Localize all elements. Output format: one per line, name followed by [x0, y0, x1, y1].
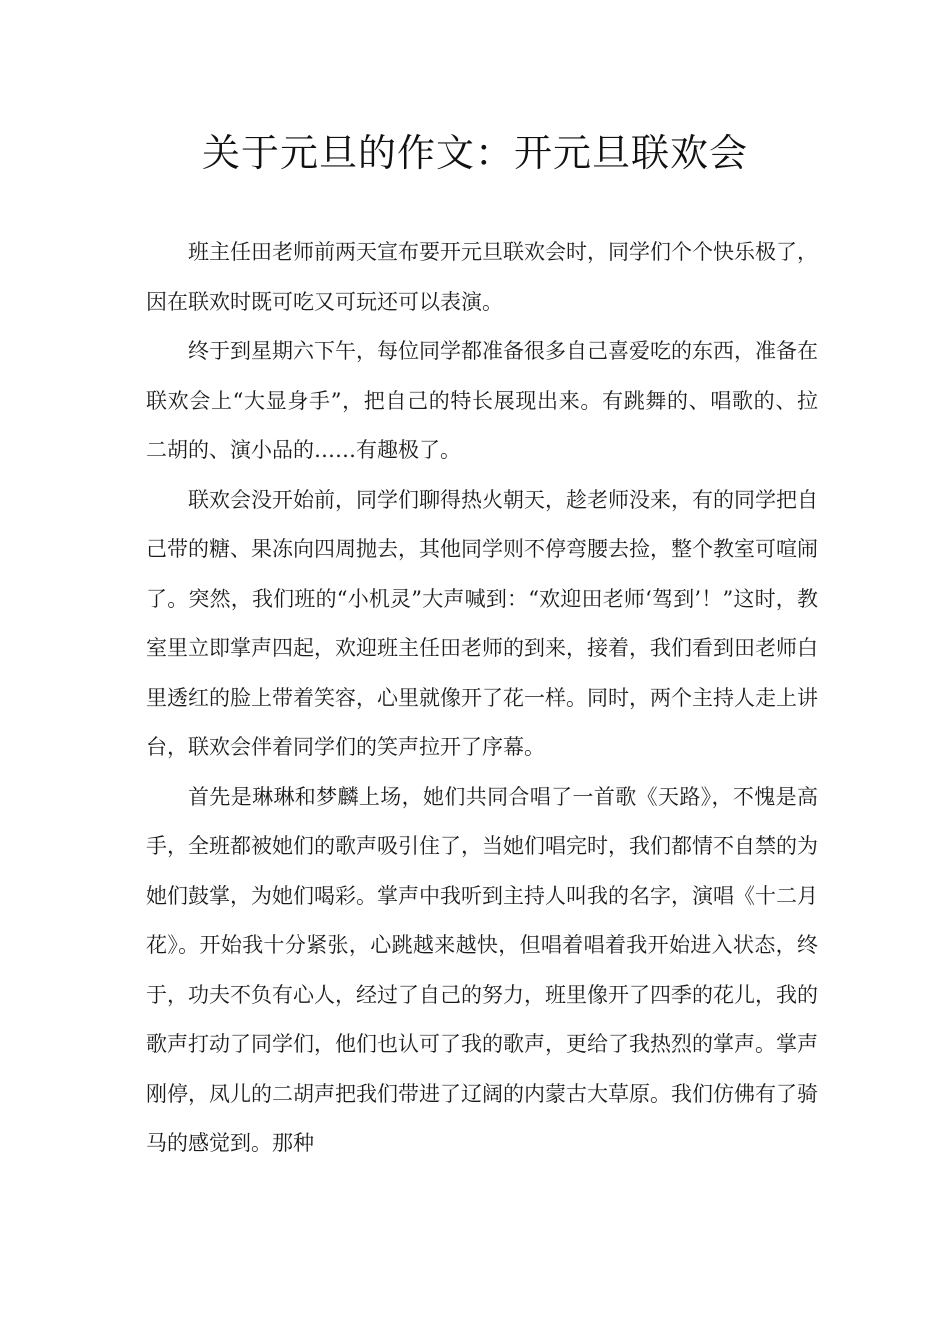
paragraph: 班主任田老师前两天宣布要开元旦联欢会时，同学们个个快乐极了，因在联欢时既可吃又可玩还可以表演。: [146, 240, 818, 314]
document-title: 关于元旦的作文：开元旦联欢会: [201, 131, 748, 175]
document-body: [146, 228, 818, 1169]
paragraph: 首先是琳琳和梦麟上场，她们共同合唱了一首歌《天路》，不愧是高手，全班都被她们的歌声吸引住了，当她们唱完时，我们都情不自禁的为她们鼓掌，为她们喝彩。掌声中我听到主持人叫我的名字，演唱《十二月花》。开始我十分紧张，心跳越来越快，但唱着唱着我开始进入状态，终于，功夫不负有心人，经过了自己的努力，班里像开了四季的花儿，我的歌声打动了同学们，他们也认可了我的歌声，更给了我热烈的掌声。掌声刚停，凤儿的二胡声把我们带进了辽阔的内蒙古大草原。我们仿佛有了骑马的感觉到。那种: [146, 784, 818, 1155]
paragraph: 终于到星期六下午，每位同学都准备很多自己喜爱吃的东西，准备在联欢会上“大显身手”，把自己的特长展现出来。有跳舞的、唱歌的、拉二胡的、演小品的……有趣极了。: [146, 339, 818, 462]
paragraph: 联欢会没开始前，同学们聊得热火朝天，趁老师没来，有的同学把自己带的糖、果冻向四周抛去，其他同学则不停弯腰去捡，整个教室可喧闹了。突然，我们班的“小机灵”大声喊到：“欢迎田老师‘驾到’！”这时，教室里立即掌声四起，欢迎班主任田老师的到来，接着，我们看到田老师白里透红的脸上带着笑容，心里就像开了花一样。同时，两个主持人走上讲台，联欢会伴着同学们的笑声拉开了序幕。: [146, 487, 818, 759]
